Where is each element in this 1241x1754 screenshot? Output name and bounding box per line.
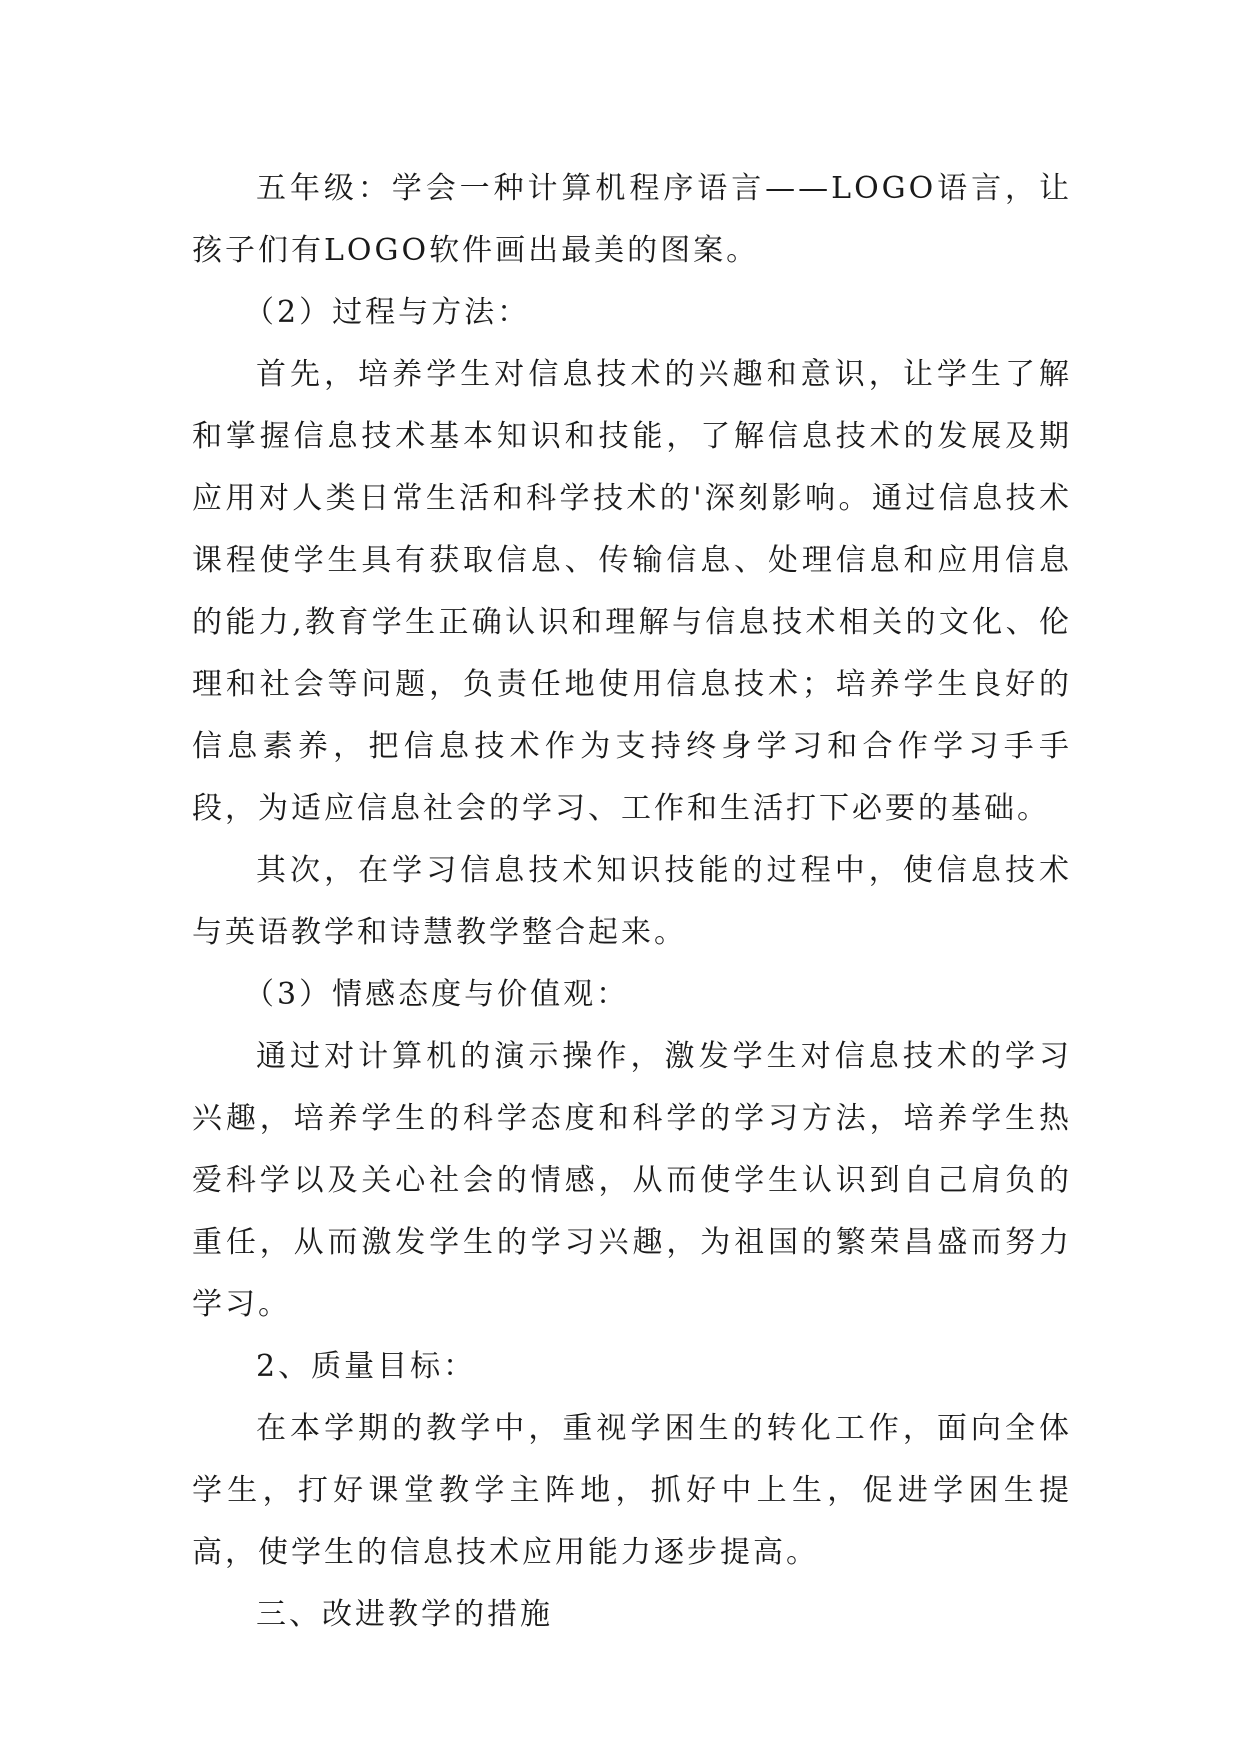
paragraph-second: 其次，在学习信息技术知识技能的过程中，使信息技术与英语教学和诗慧教学整合起来。 xyxy=(192,853,1072,950)
heading-improvement-measures: 三、改进教学的措施 xyxy=(256,1597,553,1632)
paragraph-emotion: 通过对计算机的演示操作，激发学生对信息技术的学习兴趣，培养学生的科学态度和科学的学习方法，培养学生热爱科学以及关心社会的情感，从而使学生认识到自己肩负的重任，从而激发学生的学习兴趣，为祖国的繁荣昌盛而努力学习。 xyxy=(192,1039,1072,1322)
heading-emotion-values: （3）情感态度与价值观： xyxy=(244,977,630,1012)
heading-quality-goal: 2、质量目标： xyxy=(256,1349,477,1384)
paragraph-grade-five: 五年级：学会一种计算机程序语言——LOGO语言，让孩子们有LOGO软件画出最美的图案。 xyxy=(192,171,1072,268)
document-body xyxy=(192,158,1072,1646)
paragraph-first: 首先，培养学生对信息技术的兴趣和意识，让学生了解和掌握信息技术基本知识和技能，了解信息技术的发展及期应用对人类日常生活和科学技术的'深刻影响。通过信息技术课程使学生具有获取信息、传输信息、处理信息和应用信息的能力,教育学生正确认识和理解与信息技术相关的文化、伦理和社会等问题，负责任地使用信息技术；培养学生良好的信息素养，把信息技术作为支持终身学习和合作学习手手段，为适应信息社会的学习、工作和生活打下必要的基础。 xyxy=(192,357,1072,826)
heading-process-and-method: （2）过程与方法： xyxy=(244,295,531,330)
paragraph-quality: 在本学期的教学中，重视学困生的转化工作，面向全体学生，打好课堂教学主阵地，抓好中上生，促进学困生提高，使学生的信息技术应用能力逐步提高。 xyxy=(192,1411,1072,1570)
